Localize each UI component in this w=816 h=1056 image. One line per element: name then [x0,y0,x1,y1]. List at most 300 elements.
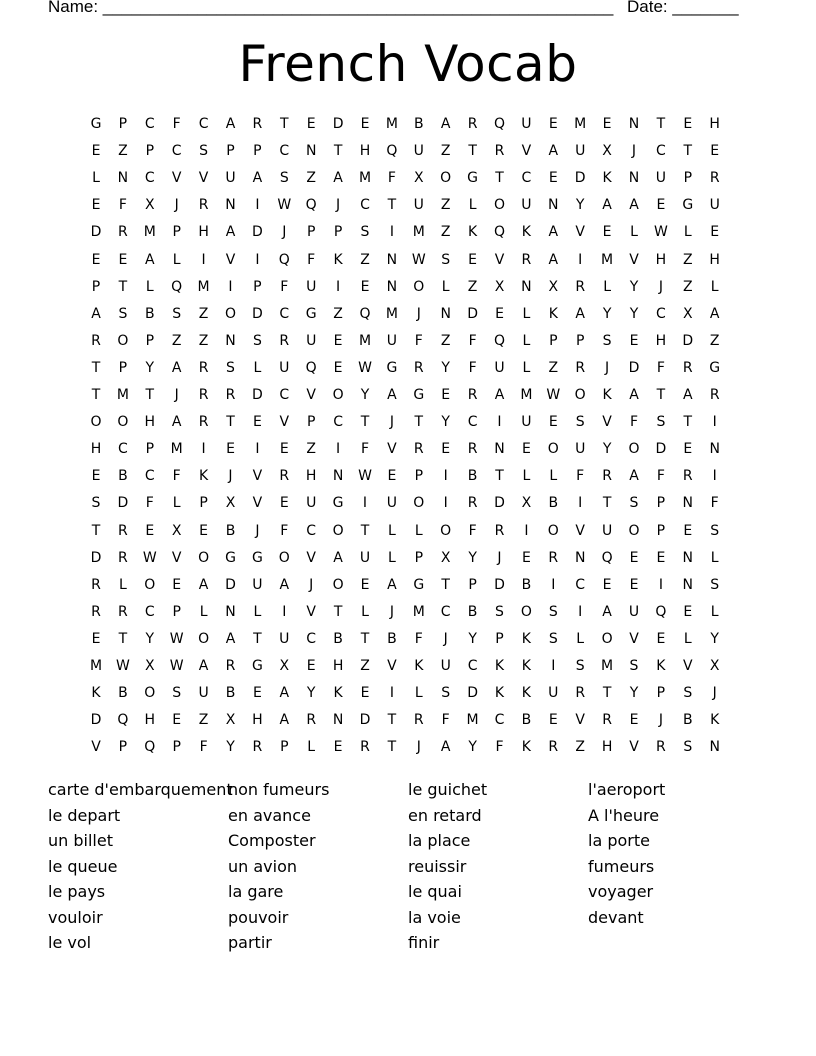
grid-letter[interactable]: I [255,197,260,214]
grid-letter[interactable]: S [548,630,558,647]
grid-letter[interactable]: L [253,359,262,376]
grid-letter[interactable]: P [495,630,504,647]
grid-letter[interactable]: H [601,739,613,756]
grid-letter[interactable]: I [712,414,717,431]
grid-letter[interactable]: C [306,630,317,647]
grid-letter[interactable]: P [226,143,235,160]
grid-letter[interactable]: F [172,116,181,132]
grid-letter[interactable]: X [225,712,236,729]
grid-letter[interactable]: U [359,549,371,566]
grid-letter[interactable]: T [387,739,397,756]
grid-letter[interactable]: E [306,116,316,132]
grid-letter[interactable]: Z [440,332,451,349]
grid-letter[interactable]: E [629,576,639,593]
grid-letter[interactable]: E [306,658,316,674]
grid-letter[interactable]: O [278,549,290,566]
grid-letter[interactable]: N [332,468,344,485]
grid-letter[interactable]: K [494,658,505,674]
grid-letter[interactable]: K [199,468,209,485]
grid-letter[interactable]: R [252,739,263,756]
grid-letter[interactable]: J [631,143,637,160]
grid-letter[interactable]: R [575,359,586,376]
grid-letter[interactable]: R [602,712,612,729]
grid-letter[interactable]: U [306,278,317,295]
grid-letter[interactable]: P [199,495,208,512]
grid-letter[interactable]: M [170,441,183,458]
grid-letter[interactable]: T [91,359,101,376]
grid-letter[interactable]: R [198,359,209,376]
grid-letter[interactable]: U [521,414,532,431]
grid-letter[interactable]: A [333,549,343,566]
grid-letter[interactable]: C [575,576,586,593]
grid-letter[interactable]: G [413,387,425,403]
grid-letter[interactable]: U [386,332,398,349]
grid-letter[interactable]: I [712,468,717,485]
grid-letter[interactable]: A [252,170,263,187]
grid-letter[interactable]: A [171,414,182,431]
grid-letter[interactable]: E [172,712,182,729]
grid-letter[interactable]: U [252,576,263,593]
grid-letter[interactable]: U [575,441,586,458]
grid-letter[interactable]: A [387,576,397,593]
grid-letter[interactable]: O [144,576,156,593]
grid-letter[interactable]: L [522,468,531,485]
grid-letter[interactable]: P [118,116,128,132]
grid-letter[interactable]: W [142,549,157,566]
grid-letter[interactable]: A [225,630,236,647]
grid-letter[interactable]: B [118,468,128,485]
grid-letter[interactable]: L [683,630,692,647]
grid-letter[interactable]: V [252,468,263,485]
grid-letter[interactable]: U [225,170,236,187]
grid-letter[interactable]: L [361,603,369,620]
grid-letter[interactable]: M [197,278,210,295]
grid-letter[interactable]: F [199,739,208,756]
grid-letter[interactable]: U [279,359,290,376]
grid-letter[interactable]: N [682,495,694,512]
grid-letter[interactable]: Y [441,359,450,376]
grid-letter[interactable]: Z [118,143,128,160]
grid-letter[interactable]: B [225,685,236,702]
grid-letter[interactable]: F [710,495,719,512]
grid-letter[interactable]: R [548,739,559,756]
grid-letter[interactable]: J [282,224,287,241]
grid-letter[interactable]: R [494,143,505,160]
grid-letter[interactable]: P [145,143,155,160]
grid-letter[interactable]: V [629,251,639,268]
grid-letter[interactable]: E [333,739,343,756]
grid-letter[interactable]: D [117,495,129,512]
grid-letter[interactable]: Q [171,278,183,295]
grid-letter[interactable]: G [332,495,344,512]
grid-letter[interactable]: U [306,495,317,512]
grid-letter[interactable]: Y [575,197,585,214]
grid-letter[interactable]: F [441,712,450,729]
grid-letter[interactable]: R [225,387,236,403]
grid-letter[interactable]: X [548,278,559,295]
grid-letter[interactable]: E [360,116,370,132]
grid-letter[interactable]: R [118,549,128,566]
grid-letter[interactable]: Z [440,224,451,241]
grid-letter[interactable]: W [653,224,668,241]
grid-letter[interactable]: P [414,468,424,485]
grid-letter[interactable]: Y [145,359,155,376]
grid-letter[interactable]: P [145,332,155,349]
grid-letter[interactable]: E [683,441,693,458]
grid-letter[interactable]: J [416,305,421,322]
grid-letter[interactable]: L [307,739,316,756]
grid-letter[interactable]: R [467,116,478,132]
grid-letter[interactable]: R [467,495,478,512]
grid-letter[interactable]: O [547,441,559,458]
grid-letter[interactable]: H [359,143,371,160]
grid-letter[interactable]: A [548,251,559,268]
grid-letter[interactable]: L [387,522,396,539]
grid-letter[interactable]: E [91,468,101,485]
grid-letter[interactable]: P [253,143,262,160]
grid-letter[interactable]: D [90,549,102,566]
grid-letter[interactable]: M [358,332,372,349]
grid-letter[interactable]: M [520,387,533,403]
grid-letter[interactable]: S [548,603,558,620]
grid-letter[interactable]: W [169,630,184,647]
grid-letter[interactable]: S [602,332,612,349]
grid-letter[interactable]: G [386,359,398,376]
grid-letter[interactable]: P [683,170,693,187]
grid-letter[interactable]: V [575,712,585,729]
grid-letter[interactable]: E [252,685,262,702]
grid-letter[interactable]: T [387,197,397,214]
grid-letter[interactable]: Q [117,712,129,729]
grid-letter[interactable]: R [91,332,101,349]
grid-letter[interactable]: S [710,522,720,539]
grid-letter[interactable]: L [172,251,181,268]
grid-letter[interactable]: T [333,603,343,620]
grid-letter[interactable]: F [468,522,477,539]
grid-letter[interactable]: O [601,630,613,647]
grid-letter[interactable]: S [683,739,693,756]
grid-letter[interactable]: N [117,170,129,187]
grid-letter[interactable]: A [548,143,559,160]
grid-letter[interactable]: O [520,603,532,620]
grid-letter[interactable]: V [575,224,585,241]
grid-letter[interactable]: S [118,305,128,322]
grid-letter[interactable]: I [201,251,206,268]
grid-letter[interactable]: X [709,658,720,674]
grid-letter[interactable]: Z [683,278,693,295]
grid-letter[interactable]: I [389,685,394,702]
grid-letter[interactable]: L [549,468,558,485]
grid-letter[interactable]: I [255,251,260,268]
grid-letter[interactable]: N [225,197,236,214]
grid-letter[interactable]: N [494,441,505,458]
grid-letter[interactable]: R [467,441,478,458]
grid-letter[interactable]: V [306,549,316,566]
grid-letter[interactable]: H [709,116,720,132]
grid-letter[interactable]: S [495,603,504,620]
grid-letter[interactable]: L [603,278,611,295]
grid-letter[interactable]: N [682,549,694,566]
grid-letter[interactable]: H [655,251,667,268]
grid-letter[interactable]: F [118,197,127,214]
grid-letter[interactable]: I [658,576,663,593]
grid-letter[interactable]: Q [144,739,156,756]
grid-letter[interactable]: R [521,251,532,268]
grid-letter[interactable]: V [225,251,236,268]
grid-letter[interactable]: O [117,414,129,431]
grid-letter[interactable]: A [602,197,612,214]
grid-letter[interactable]: Z [548,359,559,376]
grid-letter[interactable]: P [253,278,262,295]
grid-letter[interactable]: E [548,712,558,729]
grid-letter[interactable]: Q [278,251,290,268]
grid-letter[interactable]: R [91,576,101,593]
grid-letter[interactable]: R [467,387,478,403]
grid-letter[interactable]: X [171,522,182,539]
grid-letter[interactable]: K [333,251,343,268]
grid-letter[interactable]: Z [171,332,182,349]
grid-letter[interactable]: Z [306,170,316,187]
grid-letter[interactable]: R [413,441,424,458]
grid-letter[interactable]: R [575,278,586,295]
grid-letter[interactable]: F [656,359,665,376]
grid-letter[interactable]: O [90,414,102,431]
grid-letter[interactable]: D [252,387,263,403]
grid-letter[interactable]: H [90,441,102,458]
grid-letter[interactable]: F [414,630,423,647]
grid-letter[interactable]: A [333,170,343,187]
grid-letter[interactable]: I [255,441,260,458]
grid-letter[interactable]: E [333,332,343,349]
grid-letter[interactable]: T [333,143,343,160]
grid-letter[interactable]: U [386,495,398,512]
grid-letter[interactable]: E [91,143,101,160]
grid-letter[interactable]: M [358,170,372,187]
grid-letter[interactable]: D [467,305,478,322]
grid-letter[interactable]: S [279,170,289,187]
grid-letter[interactable]: P [414,549,424,566]
grid-letter[interactable]: Z [198,305,209,322]
grid-letter[interactable]: I [362,495,368,512]
grid-letter[interactable]: T [656,387,666,403]
grid-letter[interactable]: T [683,414,693,431]
grid-letter[interactable]: C [144,170,155,187]
grid-letter[interactable]: M [601,658,614,674]
grid-letter[interactable]: J [255,522,260,539]
grid-letter[interactable]: L [387,549,396,566]
grid-letter[interactable]: K [521,739,531,756]
grid-letter[interactable]: L [199,603,208,620]
grid-letter[interactable]: R [252,116,263,132]
grid-letter[interactable]: A [279,576,290,593]
grid-letter[interactable]: E [252,414,262,431]
grid-letter[interactable]: E [710,143,720,160]
grid-letter[interactable]: K [521,630,531,647]
grid-letter[interactable]: D [332,116,344,132]
grid-letter[interactable]: A [198,576,209,593]
grid-letter[interactable]: I [443,495,448,512]
grid-letter[interactable]: A [387,387,397,403]
grid-letter[interactable]: A [575,305,585,322]
grid-letter[interactable]: V [602,414,612,431]
grid-letter[interactable]: D [252,305,263,322]
grid-letter[interactable]: W [411,251,426,268]
grid-letter[interactable]: J [336,197,341,214]
grid-letter[interactable]: R [91,603,101,620]
grid-letter[interactable]: O [493,197,506,214]
grid-letter[interactable]: Q [493,224,506,241]
grid-letter[interactable]: S [441,685,451,702]
grid-letter[interactable]: I [578,603,583,620]
grid-letter[interactable]: C [333,414,343,431]
grid-letter[interactable]: O [198,630,210,647]
grid-letter[interactable]: A [440,116,451,132]
grid-letter[interactable]: J [389,603,394,620]
grid-letter[interactable]: A [91,305,101,322]
grid-letter[interactable]: C [118,441,128,458]
grid-letter[interactable]: E [602,224,612,241]
grid-letter[interactable]: P [91,278,101,295]
grid-letter[interactable]: E [468,251,478,268]
grid-letter[interactable]: U [306,332,317,349]
grid-letter[interactable]: I [578,495,583,512]
grid-letter[interactable]: U [601,522,613,539]
grid-letter[interactable]: T [280,116,289,132]
grid-letter[interactable]: P [656,685,666,702]
name-field[interactable]: Name: ______________________________________________________ [48,0,614,16]
grid-letter[interactable]: T [387,712,397,729]
grid-letter[interactable]: A [225,224,236,241]
grid-letter[interactable]: V [198,170,209,187]
grid-letter[interactable]: B [682,712,693,729]
grid-letter[interactable]: B [387,630,397,647]
grid-letter[interactable]: B [467,603,478,620]
grid-letter[interactable]: V [252,495,263,512]
grid-letter[interactable]: Q [601,549,613,566]
grid-letter[interactable]: X [440,549,451,566]
grid-letter[interactable]: N [709,441,720,458]
grid-letter[interactable]: D [574,170,586,187]
grid-letter[interactable]: N [628,170,640,187]
grid-letter[interactable]: V [91,739,101,756]
grid-letter[interactable]: E [602,576,612,593]
grid-letter[interactable]: N [225,603,236,620]
grid-letter[interactable]: C [656,305,666,322]
grid-letter[interactable]: D [494,576,505,593]
grid-letter[interactable]: X [414,170,424,187]
grid-letter[interactable]: M [143,224,156,241]
grid-letter[interactable]: X [145,658,155,674]
grid-letter[interactable]: C [440,603,451,620]
grid-letter[interactable]: O [547,522,559,539]
grid-letter[interactable]: Z [333,305,343,322]
grid-letter[interactable]: B [225,522,236,539]
grid-letter[interactable]: U [440,658,451,674]
grid-letter[interactable]: F [307,251,316,268]
grid-letter[interactable]: F [387,170,396,187]
grid-letter[interactable]: Q [359,305,371,322]
grid-letter[interactable]: R [118,603,128,620]
grid-letter[interactable]: E [683,603,693,620]
grid-letter[interactable]: T [656,116,666,132]
grid-letter[interactable]: F [495,739,504,756]
grid-letter[interactable]: M [574,116,587,132]
grid-letter[interactable]: I [497,414,502,431]
grid-letter[interactable]: L [710,603,719,620]
grid-letter[interactable]: G [305,305,317,322]
grid-letter[interactable]: L [414,685,423,702]
grid-letter[interactable]: J [658,712,663,729]
grid-letter[interactable]: A [225,116,236,132]
grid-letter[interactable]: A [145,251,155,268]
grid-letter[interactable]: C [198,116,209,132]
grid-letter[interactable]: R [709,170,720,187]
grid-letter[interactable]: K [710,712,720,729]
grid-letter[interactable]: Y [629,305,639,322]
grid-letter[interactable]: M [601,251,614,268]
grid-letter[interactable]: Y [629,685,639,702]
grid-letter[interactable]: V [306,387,316,403]
grid-letter[interactable]: Q [305,197,317,214]
grid-letter[interactable]: P [306,224,316,241]
grid-letter[interactable]: T [441,576,450,593]
grid-letter[interactable]: L [576,630,585,647]
grid-letter[interactable]: U [709,197,720,214]
grid-letter[interactable]: X [145,197,155,214]
grid-letter[interactable]: E [360,576,370,593]
grid-letter[interactable]: T [118,278,128,295]
grid-letter[interactable]: Y [145,630,155,647]
grid-letter[interactable]: E [656,630,666,647]
grid-letter[interactable]: T [360,414,370,431]
grid-letter[interactable]: B [118,685,128,702]
grid-letter[interactable]: R [548,549,559,566]
grid-letter[interactable]: E [226,441,235,458]
grid-letter[interactable]: U [413,143,424,160]
grid-letter[interactable]: V [629,739,639,756]
grid-letter[interactable]: C [279,305,290,322]
grid-letter[interactable]: L [710,278,719,295]
grid-letter[interactable]: V [279,414,290,431]
grid-letter[interactable]: U [494,359,505,376]
grid-letter[interactable]: T [683,143,693,160]
grid-letter[interactable]: J [174,387,179,403]
grid-letter[interactable]: E [441,387,451,403]
grid-letter[interactable]: U [521,116,532,132]
grid-letter[interactable]: Z [440,197,451,214]
grid-letter[interactable]: E [548,116,558,132]
grid-letter[interactable]: S [360,224,370,241]
grid-letter[interactable]: E [91,197,101,214]
grid-letter[interactable]: H [332,658,344,674]
grid-letter[interactable]: P [172,224,181,241]
grid-letter[interactable]: F [576,468,585,485]
grid-letter[interactable]: S [226,359,235,376]
grid-letter[interactable]: E [629,549,639,566]
grid-letter[interactable]: P [145,441,155,458]
grid-letter[interactable]: J [497,549,502,566]
grid-letter[interactable]: D [628,359,640,376]
grid-letter[interactable]: O [332,387,344,403]
grid-letter[interactable]: K [602,387,612,403]
grid-letter[interactable]: L [683,224,692,241]
grid-letter[interactable]: E [521,441,531,458]
grid-letter[interactable]: F [656,468,665,485]
grid-letter[interactable]: J [416,739,421,756]
grid-letter[interactable]: S [575,414,585,431]
grid-letter[interactable]: V [171,549,182,566]
grid-letter[interactable]: G [90,116,102,132]
